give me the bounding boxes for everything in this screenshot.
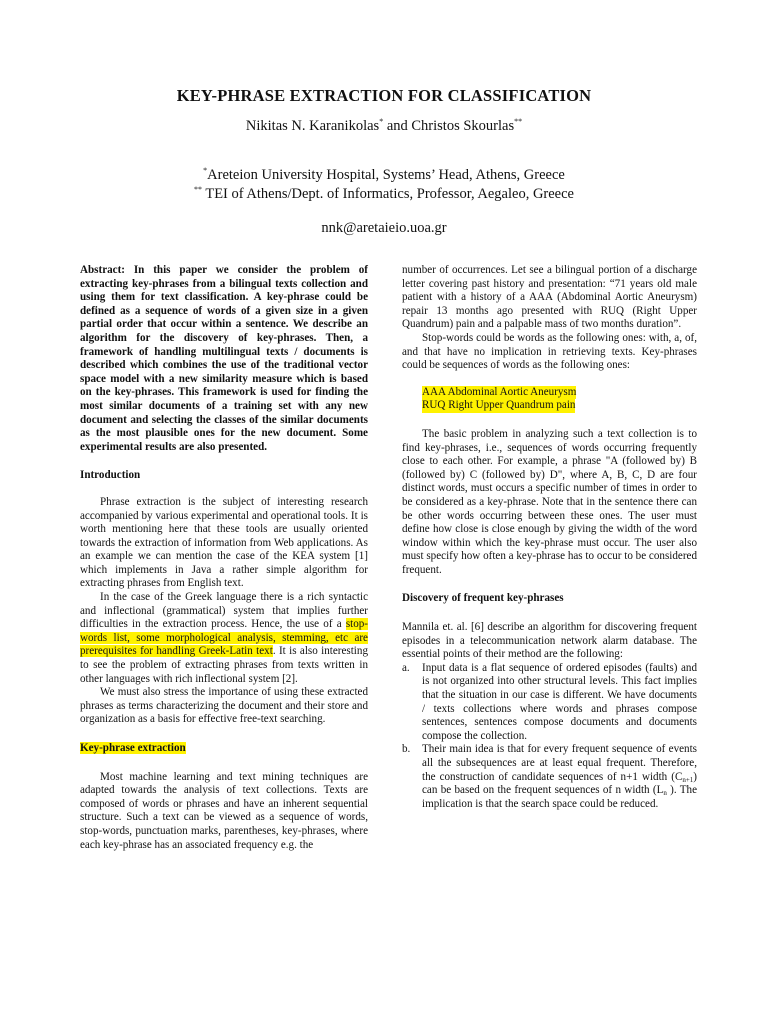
subscript-n: n [663,789,667,798]
list-item-text-part-1: Their main idea is that for every frequent sequence of events all the subsequences are at least equal frequent. Therefore, the construction of candidate sequences of n+1 width (C [422,743,697,783]
highlighted-text: stop-words list, some morphological analysis, stemming, etc are prerequisites for handling Greek-Latin text [80,618,368,658]
intro-paragraph-2-start: In the case of the Greek language there is a rich syntactic and inflectional (grammatical) system that implies further difficulties in the extraction process. Hence, the use of a [80,591,368,631]
right-column [402,264,697,811]
subscript-n-plus-1: n+1 [682,775,694,784]
right-paragraph-3: The basic problem in analyzing such a text collection is to find key-phrases, i.e., sequences of words occurring frequently close to each other. For example, a phrase "A (followed by) B (followed by) C (followed by) D", where A, B, C, D are four distinct words, must occurs a specific number of times in order to be considered as a key-phrase. Note that in the sentence there can be other words occurring between these ones. The user must define how close is close enough by giving the width of the word window within which the key-phrase must occur. The user also must specify how often a key-phrase has to occur to be considered frequent. [402,427,697,576]
author-email: nnk@aretaieio.uoa.gr [321,220,447,236]
list-item [402,662,697,744]
method-points-list [402,662,697,812]
paper-title: KEY-PHRASE EXTRACTION FOR CLASSIFICATION [176,86,592,105]
introduction-heading: Introduction [80,469,141,482]
author-1: Nikitas N. Karanikolas [245,118,380,134]
intro-paragraph-2-end: . It is also interesting to see the problem of extracting phrases from texts written in other languages with rich inflectional system [2]. [80,645,368,685]
list-item-marker: a. [402,661,410,674]
affiliation-1-mark: * [203,166,208,175]
author-1-mark: * [379,117,384,126]
key-phrase-extraction-heading [80,742,368,756]
key-phrase-example-2: RUQ Right Upper Quandrum pain [422,399,576,412]
list-item-text-part-2: ) can be based on the frequent sequences of n width (L [422,770,697,797]
key-phrase-example-1: AAA Abdominal Aortic Aneurysm [422,385,577,398]
intro-paragraph-2 [80,591,368,686]
affiliation-2-mark: ** [193,185,202,194]
affiliation-1 [0,167,768,184]
author-2: Christos Skourlas [411,118,515,134]
affiliation-1-text: Areteion University Hospital, Systems’ Head, Athens, Greece [207,167,565,183]
intro-paragraph-1: Phrase extraction is the subject of interesting research accompanied by various experimental and operational tools. It is worth mentioning here that these tools are usually oriented towards the extraction of information from Web applications. As an example we can mention the case of the KEA system [1] which implements in Java a rather simple algorithm for extracting phrases from English text. [80,495,368,590]
abstract: Abstract: In this paper we consider the problem of extracting key-phrases from a bilingual texts collection and using them for text classification. A key-phrase could be defined as a sequence of words of a given size in a given partial order that occur within a sentence. We describe an algorithm for the discovery of key-phrases. Then, a framework of handling multilingual texts / documents is described which combines the use of the traditional vector space model with a new similarity measure which is based on the key-phrases. This framework is used for finding the most similar documents of a training set with any new document and selecting the classes of the similar documents as the most plausible ones for the new document. Some experimental results are also presented. [80,264,368,453]
right-paragraph-2: Stop-words could be words as the following ones: with, a, of, and that have no implication in retrieving texts. Key-phrases could be sequences of words as the following ones: [402,331,697,372]
key-phrase-extraction-heading-text: Key-phrase extraction [80,742,186,754]
discovery-heading: Discovery of frequent key-phrases [402,592,564,605]
right-paragraph-4: Mannila et. al. [6] describe an algorithm for discovering frequent episodes in a telecommunication network alarm database. The essential points of their method are the following: [402,621,697,661]
list-item-text-part-3: ). The implication is that the search space could be reduced. [422,784,697,810]
right-paragraph-1: number of occurrences. Let see a bilingual portion of a discharge letter covering past history and presentation: “71 years old male patient with a history of a AAA (Abdominal Aortic Aneurysm) repair 13 months ago presented with RUQ (Right Upper Quandrum) pain and a palpable mass of two months duration”. [402,264,697,331]
key-phrase-paragraph-1: Most machine learning and text mining techniques are adapted towards the analysis of text collections. Texts are composed of words or phrases and have an inherent sequential structure. Such a text can be viewed as a sequence of words, stop-words, punctuation marks, parentheses, key-phrases, where each key-phrase has an associated frequency e.g. the [80,770,368,851]
list-item-marker: b. [402,743,411,756]
list-item-text: Input data is a flat sequence of ordered episodes (faults) and is not organized into other structural levels. This fact implies that the situation in our case is different. We have documents / texts collections where words and phrases compose sentences, sentences compose documents and documents compose the collection. [422,661,697,742]
left-column [80,264,368,852]
affiliation-2-text: TEI of Athens/Dept. of Informatics, Professor, Aegaleo, Greece [201,186,574,202]
author-line [0,118,768,135]
intro-paragraph-3: We must also stress the importance of using these extracted phrases as terms characterizing the document and their store and organization as a basis for effective free-text searching. [80,686,368,726]
list-item [402,743,697,811]
affiliation-2 [0,186,768,203]
author-2-mark: ** [514,117,523,126]
key-phrase-examples [422,386,697,413]
author-join: and [383,118,412,134]
